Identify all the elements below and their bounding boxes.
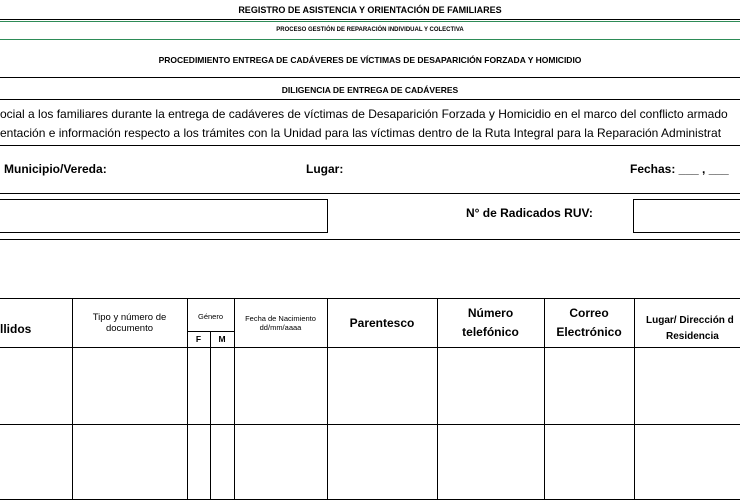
- radicados-input-box[interactable]: [633, 199, 740, 233]
- name-input-box[interactable]: [0, 199, 328, 233]
- header-documento-line1: Tipo y número de: [92, 311, 167, 323]
- header-nacimiento-line2: dd/mm/aaaa: [259, 322, 302, 332]
- header-telefono: [437, 298, 544, 347]
- table-row[interactable]: [0, 348, 740, 424]
- header-apellidos: llidos: [0, 322, 32, 336]
- description-line-1: ocial a los familiares durante la entrega de cadáveres de víctimas de Desaparición Forzada y Homicidio en el marco del conflicto armado: [0, 107, 728, 121]
- process-title: PROCESO GESTIÓN DE REPARACIÓN INDIVIDUAL Y COLECTIVA: [276, 27, 464, 33]
- lugar-label: Lugar:: [306, 162, 344, 176]
- header-nacimiento: [234, 298, 327, 347]
- procedure-title: PROCEDIMIENTO ENTREGA DE CADÁVERES DE VÍCTIMAS DE DESAPARICIÓN FORZADA Y HOMICIDIO: [158, 55, 582, 65]
- header-genero: Género: [197, 311, 224, 321]
- description-line-2: entación e información respecto a los trámites con la Unidad para las víctimas dentro de la Ruta Integral para la Reparación Administrat: [0, 126, 722, 140]
- header-documento-line2: documento: [105, 322, 153, 334]
- radicados-label: N° de Radicados RUV:: [466, 206, 593, 220]
- header-residencia-line1: Lugar/ Dirección d: [646, 315, 734, 326]
- header-documento: [72, 298, 187, 347]
- header-telefono-line1: Número: [467, 305, 514, 320]
- header-genero-m: M: [218, 334, 226, 344]
- header-telefono-line2: telefónico: [462, 324, 519, 339]
- header-correo-line1: Correo: [569, 305, 609, 320]
- header-correo-line2: Electrónico: [556, 324, 622, 339]
- fechas-label: Fechas: ___ , ___: [630, 162, 729, 176]
- table-row[interactable]: [0, 425, 740, 499]
- header-nacimiento-line1: Fecha de Nacimiento: [245, 313, 316, 323]
- header-parentesco: Parentesco: [349, 315, 415, 330]
- form-title: REGISTRO DE ASISTENCIA Y ORIENTACIÓN DE FAMILIARES: [238, 5, 502, 15]
- header-genero-f: F: [195, 334, 202, 344]
- header-residencia-line2: Residencia: [666, 331, 719, 342]
- header-correo: [544, 298, 634, 347]
- header-residencia: [634, 298, 740, 347]
- diligence-title: DILIGENCIA DE ENTREGA DE CADÁVERES: [281, 85, 459, 95]
- municipio-label: Municipio/Vereda:: [4, 162, 107, 176]
